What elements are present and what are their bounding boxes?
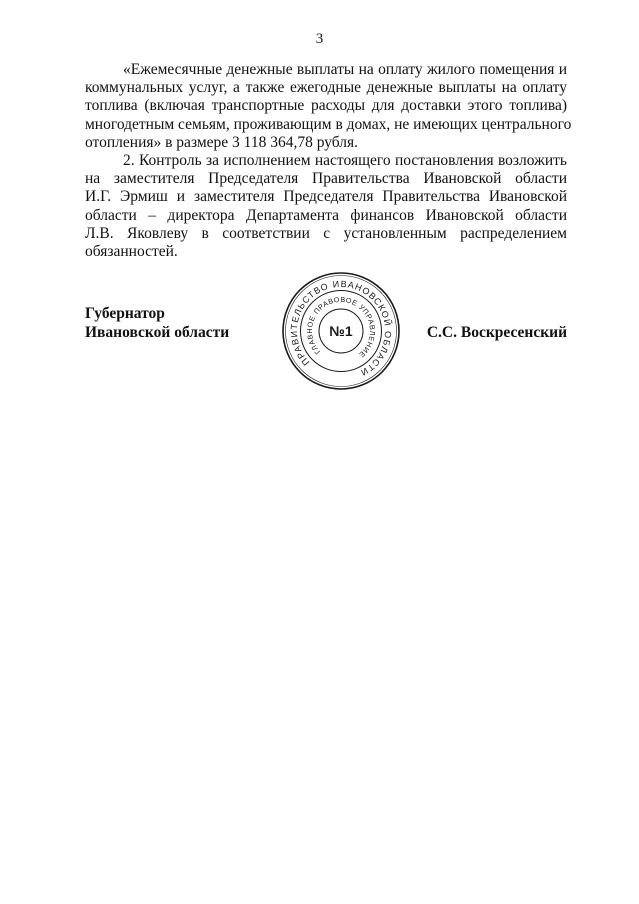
signatory-title-line-2: Ивановской области	[85, 324, 230, 341]
text-line: области – директора Департамента финансов Ивановской области	[85, 206, 567, 224]
text-line: 2. Контроль за исполнением настоящего постановления возложить	[123, 151, 567, 169]
text-line: топлива (включая транспортные расходы для доставки этого топлива)	[85, 97, 567, 115]
document-body	[85, 61, 572, 261]
page-number: 3	[315, 31, 324, 47]
text-line: обязанностей.	[85, 242, 178, 260]
text-line: коммунальных услуг, а также ежегодные денежные выплаты на оплату	[85, 79, 567, 97]
seal-number: №1	[329, 323, 353, 339]
signatory-name: С.С. Воскресенский	[426, 324, 567, 341]
text-line: «Ежемесячные денежные выплаты на оплату жилого помещения и	[123, 61, 567, 78]
text-line: отопления» в размере 3 118 364,78 рубля.	[85, 133, 359, 151]
paragraph-1	[85, 61, 572, 152]
text-line: многодетным семьям, проживающим в домах, не имеющих центрального	[85, 115, 572, 133]
signatory-title-line-1: Губернатор	[85, 305, 165, 322]
seal-inner-text: ГЛАВНОЕ ПРАВОВОЕ УПРАВЛЕНИЕ	[304, 294, 378, 360]
seal-outer-text: ПРАВИТЕЛЬСТВО ИВАНОВСКОЙ ОБЛАСТИ	[288, 278, 394, 378]
paragraph-2	[85, 152, 567, 261]
signatory-title	[85, 304, 229, 342]
text-line: И.Г. Эрмиш и заместителя Председателя Правительства Ивановской	[85, 188, 567, 206]
official-seal	[276, 266, 406, 396]
text-line: на заместителя Председателя Правительства Ивановской области	[85, 170, 567, 188]
text-line: Л.В. Яковлеву в соответствии с установленным распределением	[85, 224, 567, 242]
